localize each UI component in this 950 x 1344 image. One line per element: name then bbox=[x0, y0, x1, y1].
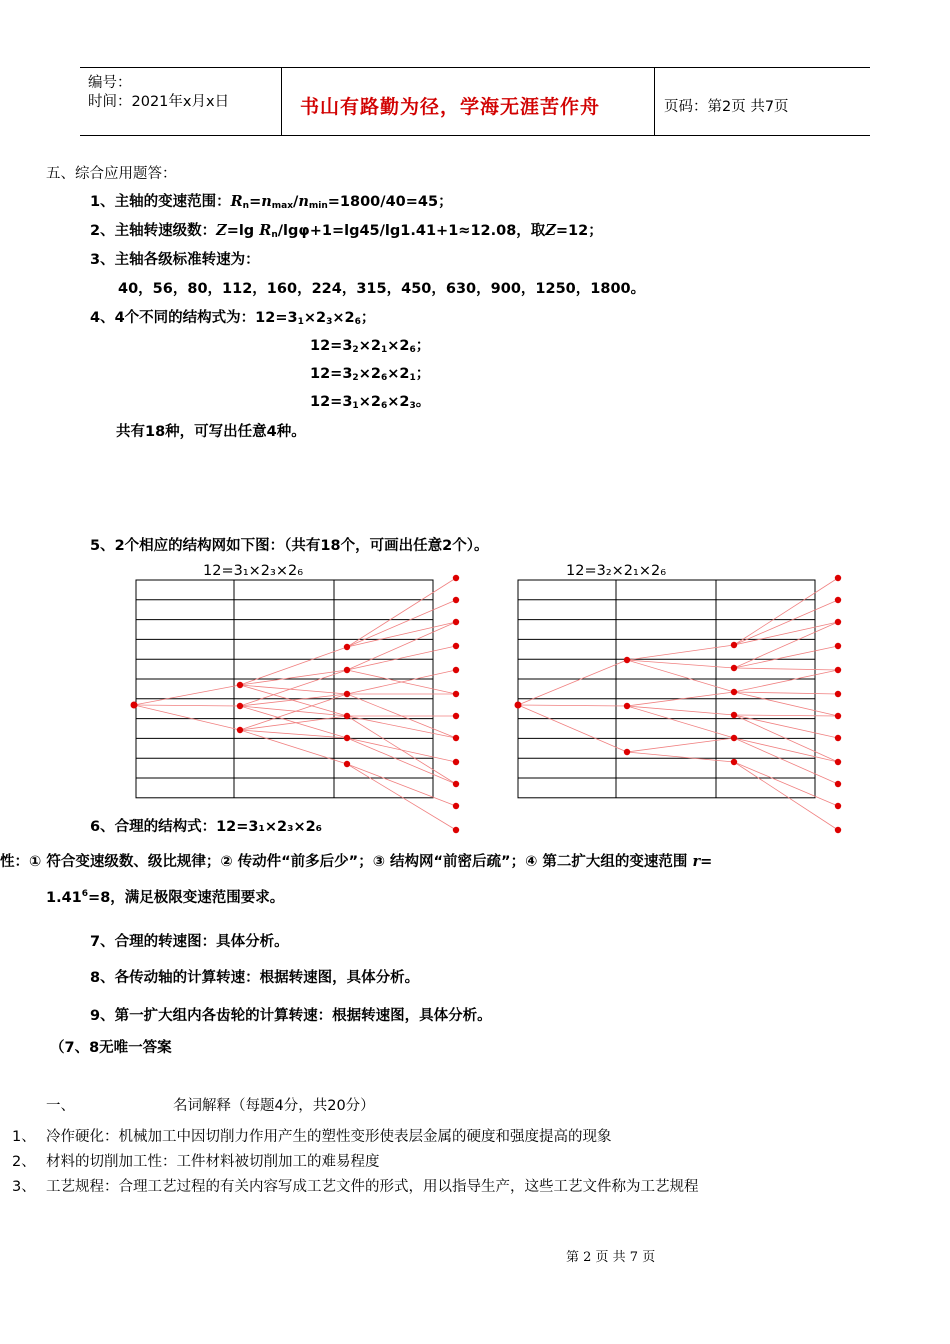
net-node bbox=[835, 735, 841, 741]
term-2-num: 2、 bbox=[12, 1154, 36, 1170]
net-link bbox=[518, 660, 627, 705]
answer-1: 1、主轴的变速范围：$R_n=n_{max}/n_{min}=1800/40=45$； bbox=[90, 193, 453, 211]
net-node bbox=[731, 642, 737, 648]
answer-1-formula: =1800/40=45； bbox=[327, 194, 453, 210]
net-link bbox=[734, 668, 838, 670]
net-node bbox=[835, 575, 841, 581]
section1-num: 一、 bbox=[46, 1098, 75, 1114]
net-node bbox=[835, 619, 841, 625]
grid-frame bbox=[518, 580, 815, 798]
net-node bbox=[731, 689, 737, 695]
net-link bbox=[627, 752, 734, 762]
net-link bbox=[734, 692, 838, 716]
term-3: 工艺规程：合理工艺过程的有关内容写成工艺文件的形式，用以指导生产，这些工艺文件称为工艺规程 bbox=[46, 1179, 699, 1195]
net-node bbox=[835, 667, 841, 673]
net-link bbox=[518, 705, 627, 706]
answer-2: 2、主轴转速级数：Z=lg $R_n/\lg\varphi+1=\lg 45/\lg 1.41+1\approx 12.08$，取Z=12； bbox=[90, 222, 603, 240]
formula-4: $12=3_1\times 2_6\times 2_3$。 bbox=[310, 394, 431, 411]
net-link bbox=[734, 715, 838, 716]
net-node bbox=[731, 735, 737, 741]
net-link bbox=[734, 738, 838, 784]
net-link bbox=[734, 670, 838, 692]
rationale-cont: $1.41^6=8$，满足极限变速范围要求。 bbox=[46, 889, 285, 906]
net-node bbox=[835, 643, 841, 649]
term-2: 材料的切削加工性：工件材料被切削加工的难易程度 bbox=[46, 1154, 380, 1170]
net-link bbox=[734, 762, 838, 806]
net-link bbox=[734, 578, 838, 645]
net-link bbox=[734, 600, 838, 645]
net-node bbox=[624, 749, 630, 755]
term-1-num: 1、 bbox=[12, 1129, 36, 1145]
answer-8: 8、各传动轴的计算转速：根据转速图，具体分析。 bbox=[90, 970, 420, 986]
term-1: 冷作硬化：机械加工中因切削力作用产生的塑性变形使表层金属的硬度和强度提高的现象 bbox=[46, 1129, 612, 1145]
net-node bbox=[624, 703, 630, 709]
term-3-num: 3、 bbox=[12, 1179, 36, 1195]
section1-title: 名词解释（每题4分，共20分） bbox=[173, 1098, 375, 1114]
net-node bbox=[835, 803, 841, 809]
formula-2: $12=3_2\times 2_1\times 2_6$； bbox=[310, 338, 431, 355]
speed-list: 40，56，80，112，160，224，315，450，630，900，1250，1800。 bbox=[118, 281, 646, 297]
rationale-text: 性：① 符合变速级数、级比规律；② 传动件“前多后少”；③ 结构网“前密后疏”；④ 第二扩大组的变速范围 bbox=[0, 854, 688, 870]
section-title: 五、综合应用题答： bbox=[46, 166, 177, 182]
net-node bbox=[835, 691, 841, 697]
net-node bbox=[835, 597, 841, 603]
net-node bbox=[731, 665, 737, 671]
answer-2-suffix: =12； bbox=[555, 223, 603, 239]
net-node bbox=[835, 713, 841, 719]
answer-4-label: 4、4个不同的结构式为：12= bbox=[90, 310, 288, 326]
note: （7、8无唯一答案 bbox=[50, 1040, 172, 1056]
net-link bbox=[734, 762, 838, 830]
net-link bbox=[627, 660, 734, 692]
rationale: 性：① 符合变速级数、级比规律；② 传动件“前多后少”；③ 结构网“前密后疏”；④ 第二扩大组的变速范围 r= bbox=[0, 853, 713, 870]
net-link bbox=[627, 738, 734, 752]
net-link bbox=[627, 645, 734, 660]
answer-3: 3、主轴各级标准转速为： bbox=[90, 252, 260, 268]
net1-title: 12=3₁×2₃×2₆ bbox=[203, 563, 304, 579]
rationale-cont-text: =8，满足极限变速范围要求。 bbox=[88, 890, 285, 906]
net-node bbox=[731, 712, 737, 718]
net-node bbox=[835, 827, 841, 833]
answer-6: 6、合理的结构式：12=3₁×2₃×2₆ bbox=[90, 819, 323, 835]
header-motto: 书山有路勤为径，学海无涯苦作舟 bbox=[300, 96, 601, 118]
answer-4: 4、4个不同的结构式为：$12=3_1\times 2_3\times 2_6$； bbox=[90, 310, 376, 327]
net-node bbox=[835, 781, 841, 787]
net-link bbox=[734, 622, 838, 668]
net-link bbox=[627, 660, 734, 668]
answer-2-formula: /lgφ+1=lg45/lg1.41+1≈12.08，取 bbox=[277, 223, 546, 239]
header-number: 编号： bbox=[88, 75, 132, 91]
answer-7: 7、合理的转速图：具体分析。 bbox=[90, 934, 289, 950]
net-node bbox=[835, 759, 841, 765]
net-link bbox=[518, 705, 627, 752]
net-node bbox=[624, 657, 630, 663]
answer-2-label: 2、主轴转速级数： bbox=[90, 223, 217, 239]
net-node bbox=[731, 759, 737, 765]
net-node bbox=[515, 702, 522, 709]
formula-3: $12=3_2\times 2_6\times 2_1$； bbox=[310, 366, 431, 383]
answer-1-label: 1、主轴的变速范围： bbox=[90, 194, 231, 210]
answer-9: 9、第一扩大组内各齿轮的计算转速：根据转速图，具体分析。 bbox=[90, 1008, 492, 1024]
net-link bbox=[734, 622, 838, 645]
total-count: 共有18种，可写出任意4种。 bbox=[116, 424, 306, 440]
header-time: 时间：2021年x月x日 bbox=[88, 94, 230, 110]
net2-title: 12=3₂×2₁×2₆ bbox=[566, 563, 667, 579]
header-page: 页码：第2页 共7页 bbox=[664, 99, 789, 115]
page-footer: 第 2 页 共 7 页 bbox=[566, 1250, 656, 1265]
net-link bbox=[734, 646, 838, 668]
net-link bbox=[734, 692, 838, 694]
answer-5: 5、2个相应的结构网如下图：（共有18个，可画出任意2个）。 bbox=[90, 538, 489, 554]
